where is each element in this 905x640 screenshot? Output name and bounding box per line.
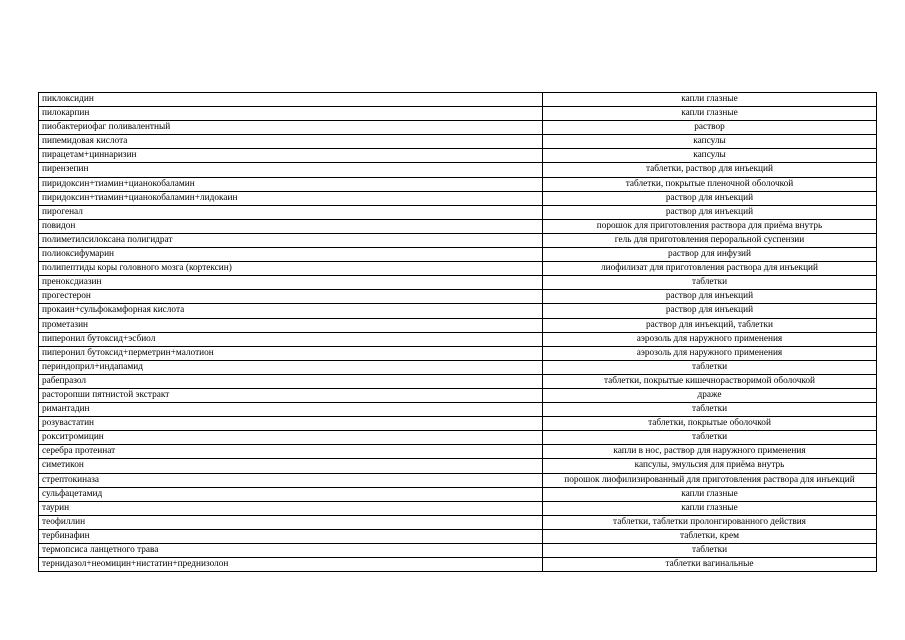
drug-name-cell: полиоксифумарин [39, 248, 543, 262]
table-row [39, 558, 877, 572]
table-row [39, 403, 877, 417]
dosage-form-cell: раствор для инъекций [543, 304, 877, 318]
dosage-form-cell: аэрозоль для наружного применения [543, 332, 877, 346]
drug-name-cell: прометазин [39, 318, 543, 332]
dosage-form-cell: раствор для инъекций [543, 205, 877, 219]
table-row [39, 205, 877, 219]
drug-name-cell: пиперонил бутоксид+перметрин+малотион [39, 346, 543, 360]
drug-name-cell: пиклоксидин [39, 93, 543, 107]
drug-name-cell: пирацетам+циннаризин [39, 149, 543, 163]
table-row [39, 121, 877, 135]
dosage-form-cell: раствор для инфузий [543, 248, 877, 262]
table-row [39, 529, 877, 543]
dosage-form-cell: лиофилизат для приготовления раствора для инъекций [543, 262, 877, 276]
dosage-form-cell: раствор для инъекций [543, 290, 877, 304]
drug-name-cell: пилокарпин [39, 107, 543, 121]
drug-name-cell: повидон [39, 219, 543, 233]
drug-name-cell: пиридоксин+тиамин+цианокобаламин+лидокаин [39, 191, 543, 205]
dosage-form-cell: порошок для приготовления раствора для приёма внутрь [543, 219, 877, 233]
dosage-form-cell: капсулы [543, 149, 877, 163]
drug-name-cell: римантадин [39, 403, 543, 417]
dosage-form-cell: капли глазные [543, 487, 877, 501]
table-row [39, 276, 877, 290]
dosage-form-cell: капсулы, эмульсия для приёма внутрь [543, 459, 877, 473]
dosage-form-cell: таблетки [543, 360, 877, 374]
drug-name-cell: сульфацетамид [39, 487, 543, 501]
drug-name-cell: пирензепин [39, 163, 543, 177]
dosage-form-cell: таблетки, крем [543, 529, 877, 543]
table-row [39, 248, 877, 262]
drug-name-cell: термопсиса ланцетного трава [39, 544, 543, 558]
dosage-form-cell: капсулы [543, 135, 877, 149]
table-row [39, 544, 877, 558]
table-row [39, 233, 877, 247]
table-row [39, 93, 877, 107]
drug-name-cell: полипептиды коры головного мозга (кортексин) [39, 262, 543, 276]
table-row [39, 445, 877, 459]
dosage-form-cell: таблетки, раствор для инъекций [543, 163, 877, 177]
table-row [39, 473, 877, 487]
dosage-form-cell: раствор для инъекций [543, 191, 877, 205]
table-row [39, 388, 877, 402]
drug-name-cell: стрептокиназа [39, 473, 543, 487]
table-row [39, 487, 877, 501]
drug-name-cell: рокситромицин [39, 431, 543, 445]
drug-name-cell: тербинафин [39, 529, 543, 543]
drug-name-cell: рабепразол [39, 374, 543, 388]
dosage-form-cell: капли глазные [543, 93, 877, 107]
drug-name-cell: теофиллин [39, 515, 543, 529]
table-row [39, 177, 877, 191]
table-row [39, 107, 877, 121]
drug-name-cell: пренокcдиазин [39, 276, 543, 290]
table-row [39, 346, 877, 360]
drug-name-cell: тернидазол+неомицин+нистатин+преднизолон [39, 558, 543, 572]
table-row [39, 163, 877, 177]
dosage-form-cell: таблетки [543, 276, 877, 290]
drug-name-cell: полиметилсилоксана полигидрат [39, 233, 543, 247]
dosage-form-cell: таблетки [543, 544, 877, 558]
drug-table [38, 92, 877, 572]
dosage-form-cell: аэрозоль для наружного применения [543, 346, 877, 360]
drug-name-cell: пиперонил бутоксид+эсбиол [39, 332, 543, 346]
table-row [39, 262, 877, 276]
dosage-form-cell: капли в нос, раствор для наружного применения [543, 445, 877, 459]
table-row [39, 149, 877, 163]
drug-table-body [39, 93, 877, 572]
table-row [39, 374, 877, 388]
table-row [39, 515, 877, 529]
drug-name-cell: пиридоксин+тиамин+цианокобаламин [39, 177, 543, 191]
dosage-form-cell: драже [543, 388, 877, 402]
drug-name-cell: прокаин+сульфокамфорная кислота [39, 304, 543, 318]
drug-name-cell: периндоприл+индапамид [39, 360, 543, 374]
dosage-form-cell: таблетки, покрытые пленочной оболочкой [543, 177, 877, 191]
drug-name-cell: розувастатин [39, 417, 543, 431]
drug-name-cell: серебра протеинат [39, 445, 543, 459]
table-row [39, 417, 877, 431]
drug-name-cell: пипемидовая кислота [39, 135, 543, 149]
table-row [39, 290, 877, 304]
table-row [39, 318, 877, 332]
table-row [39, 135, 877, 149]
dosage-form-cell: таблетки вагинальные [543, 558, 877, 572]
dosage-form-cell: таблетки [543, 431, 877, 445]
dosage-form-cell: порошок лиофилизированный для приготовления раствора для инъекций [543, 473, 877, 487]
table-row [39, 431, 877, 445]
drug-name-cell: симетикон [39, 459, 543, 473]
dosage-form-cell: таблетки, таблетки пролонгированного действия [543, 515, 877, 529]
table-row [39, 360, 877, 374]
dosage-form-cell: таблетки, покрытые кишечнорастворимой оболочкой [543, 374, 877, 388]
dosage-form-cell: раствор [543, 121, 877, 135]
drug-name-cell: пирогенал [39, 205, 543, 219]
dosage-form-cell: таблетки, покрытые оболочкой [543, 417, 877, 431]
dosage-form-cell: гель для приготовления пероральной суспензии [543, 233, 877, 247]
dosage-form-cell: капли глазные [543, 107, 877, 121]
drug-name-cell: расторопши пятнистой экстракт [39, 388, 543, 402]
table-row [39, 191, 877, 205]
dosage-form-cell: раствор для инъекций, таблетки [543, 318, 877, 332]
drug-name-cell: прогестерон [39, 290, 543, 304]
drug-name-cell: пиобактериофаг поливалентный [39, 121, 543, 135]
dosage-form-cell: капли глазные [543, 501, 877, 515]
dosage-form-cell: таблетки [543, 403, 877, 417]
table-row [39, 501, 877, 515]
table-row [39, 459, 877, 473]
table-row [39, 304, 877, 318]
table-row [39, 219, 877, 233]
table-row [39, 332, 877, 346]
drug-name-cell: таурин [39, 501, 543, 515]
